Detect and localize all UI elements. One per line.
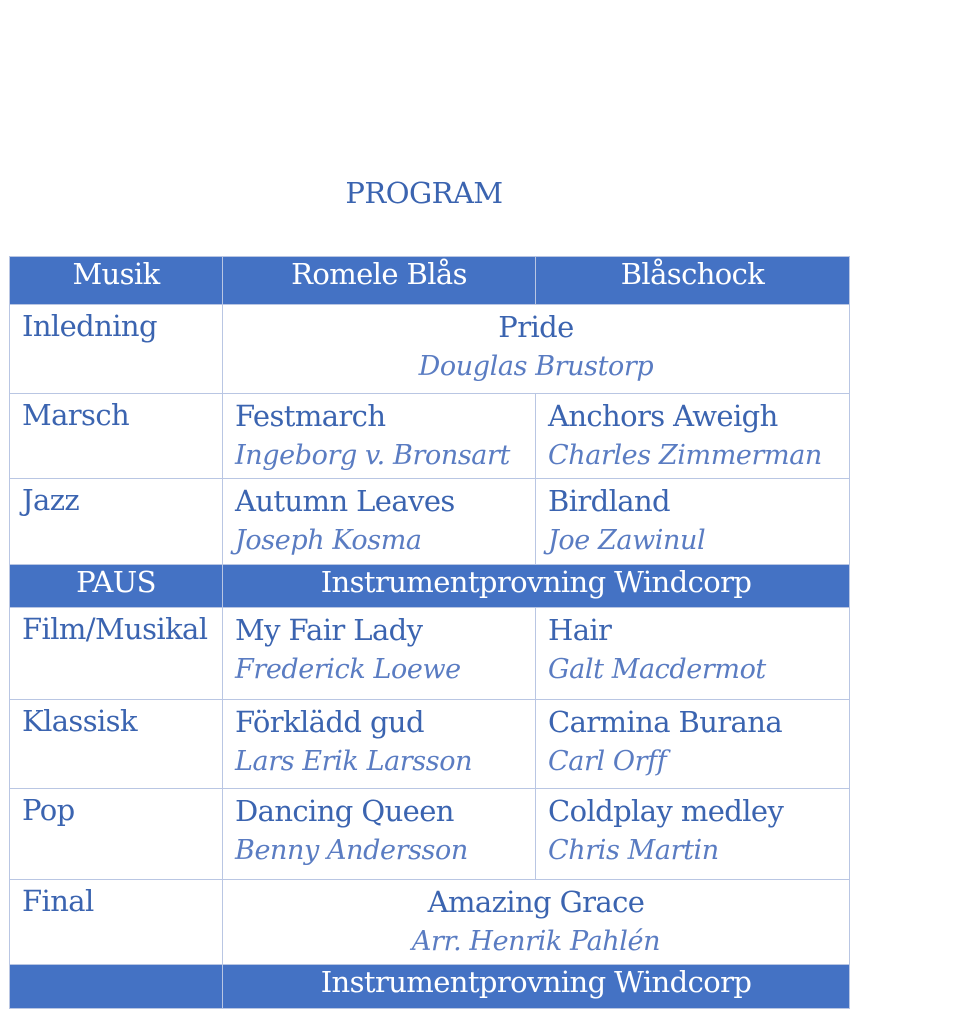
merged-piece-cell	[223, 880, 850, 965]
category-cell: Marsch	[10, 394, 223, 479]
closing-label	[10, 965, 223, 1009]
piece-title: My Fair Lady	[235, 613, 423, 647]
piece-title: Birdland	[548, 484, 671, 518]
piece-title: Förklädd gud	[235, 705, 424, 739]
table-header-row	[10, 257, 850, 305]
blaschock-piece-cell	[536, 394, 850, 479]
composer-name: Douglas Brustorp	[418, 351, 654, 382]
romele-piece-cell	[223, 700, 536, 789]
table-row	[10, 608, 850, 700]
composer-name: Arr. Henrik Pahlén	[411, 926, 661, 957]
table-row	[10, 700, 850, 789]
program-title: PROGRAM	[345, 176, 503, 210]
piece-title: Pride	[498, 310, 574, 344]
category-cell: Pop	[10, 789, 223, 880]
column-header-blaschock: Blåschock	[536, 257, 850, 305]
closing-row	[10, 965, 850, 1009]
composer-name: Charles Zimmerman	[548, 440, 822, 471]
category-cell: Jazz	[10, 479, 223, 565]
pause-row	[10, 565, 850, 608]
blaschock-piece-cell	[536, 479, 850, 565]
category-cell: Inledning	[10, 305, 223, 394]
piece-title: Dancing Queen	[235, 794, 454, 828]
column-header-romele-blas: Romele Blås	[223, 257, 536, 305]
category-cell: Klassisk	[10, 700, 223, 789]
table-row	[10, 479, 850, 565]
program-table	[9, 256, 850, 1009]
piece-title: Carmina Burana	[548, 705, 783, 739]
romele-piece-cell	[223, 479, 536, 565]
blaschock-piece-cell	[536, 700, 850, 789]
table-row	[10, 394, 850, 479]
romele-piece-cell	[223, 394, 536, 479]
composer-name: Galt Macdermot	[548, 654, 766, 685]
composer-name: Carl Orff	[548, 746, 667, 777]
category-cell: Final	[10, 880, 223, 965]
table-row	[10, 305, 850, 394]
composer-name: Frederick Loewe	[235, 654, 461, 685]
romele-piece-cell	[223, 789, 536, 880]
category-cell: Film/Musikal	[10, 608, 223, 700]
romele-piece-cell	[223, 608, 536, 700]
column-header-musik: Musik	[10, 257, 223, 305]
composer-name: Joe Zawinul	[548, 525, 706, 556]
table-row	[10, 880, 850, 965]
composer-name: Benny Andersson	[235, 835, 468, 866]
merged-piece-cell	[223, 305, 850, 394]
closing-banner: Instrumentprovning Windcorp	[223, 965, 850, 1009]
pause-label: PAUS	[10, 565, 223, 608]
composer-name: Joseph Kosma	[235, 525, 422, 556]
blaschock-piece-cell	[536, 608, 850, 700]
piece-title: Hair	[548, 613, 612, 647]
piece-title: Festmarch	[235, 399, 386, 433]
table-row	[10, 789, 850, 880]
pause-banner: Instrumentprovning Windcorp	[223, 565, 850, 608]
piece-title: Autumn Leaves	[235, 484, 455, 518]
piece-title: Amazing Grace	[427, 885, 645, 919]
piece-title: Anchors Aweigh	[548, 399, 778, 433]
composer-name: Chris Martin	[548, 835, 719, 866]
blaschock-piece-cell	[536, 789, 850, 880]
piece-title: Coldplay medley	[548, 794, 784, 828]
composer-name: Lars Erik Larsson	[235, 746, 473, 777]
composer-name: Ingeborg v. Bronsart	[235, 440, 510, 471]
